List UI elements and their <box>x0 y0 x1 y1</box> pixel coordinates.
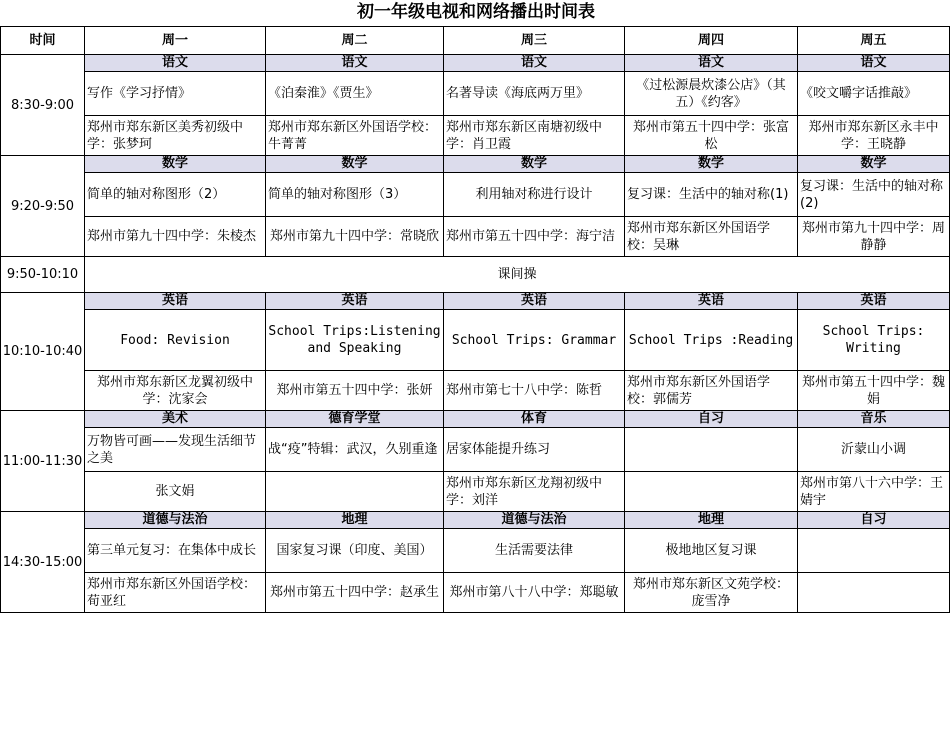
header-day: 周二 <box>266 27 444 55</box>
time-cell: 9:50-10:10 <box>1 257 85 293</box>
subject-cell: 英语 <box>798 293 950 310</box>
topic-cell <box>625 428 798 472</box>
topic-cell: 战“疫”特辑：武汉，久别重逢 <box>266 428 444 472</box>
subject-cell: 英语 <box>444 293 625 310</box>
teacher-cell: 郑州市第八十六中学：王婧宇 <box>798 472 950 512</box>
teacher-cell: 郑州市第五十四中学：张妍 <box>266 371 444 411</box>
topic-cell: School Trips: Grammar <box>444 310 625 371</box>
teacher-row <box>1 371 950 411</box>
subject-cell: 语文 <box>266 55 444 72</box>
teacher-cell: 郑州市郑东新区外国语学校：吴琳 <box>625 217 798 257</box>
topic-cell: 《泊秦淮》《贾生》 <box>266 72 444 116</box>
header-day: 周五 <box>798 27 950 55</box>
teacher-row <box>1 573 950 613</box>
subject-cell: 地理 <box>625 512 798 529</box>
header-day: 周一 <box>85 27 266 55</box>
topic-cell: 简单的轴对称图形（2） <box>85 173 266 217</box>
teacher-cell: 郑州市第五十四中学：魏娟 <box>798 371 950 411</box>
topic-row <box>1 428 950 472</box>
teacher-cell <box>798 573 950 613</box>
subject-cell: 体育 <box>444 411 625 428</box>
time-cell: 14:30-15:00 <box>1 512 85 613</box>
subject-cell: 英语 <box>625 293 798 310</box>
topic-cell: School Trips :Reading <box>625 310 798 371</box>
time-cell: 8:30-9:00 <box>1 55 85 156</box>
subject-cell: 道德与法治 <box>444 512 625 529</box>
subject-cell: 自习 <box>798 512 950 529</box>
time-cell: 10:10-10:40 <box>1 293 85 411</box>
subject-cell: 数学 <box>798 156 950 173</box>
header-day: 周三 <box>444 27 625 55</box>
schedule-table <box>0 26 950 613</box>
topic-cell: School Trips: Writing <box>798 310 950 371</box>
teacher-cell: 郑州市第五十四中学：张富松 <box>625 116 798 156</box>
topic-row <box>1 173 950 217</box>
teacher-cell: 张文娟 <box>85 472 266 512</box>
topic-cell: 简单的轴对称图形（3） <box>266 173 444 217</box>
teacher-cell: 郑州市郑东新区龙翼初级中学：沈家会 <box>85 371 266 411</box>
teacher-cell: 郑州市第八十八中学：郑聪敏 <box>444 573 625 613</box>
subject-cell: 德育学堂 <box>266 411 444 428</box>
teacher-row <box>1 217 950 257</box>
subject-cell: 数学 <box>266 156 444 173</box>
time-cell: 11:00-11:30 <box>1 411 85 512</box>
subject-cell: 音乐 <box>798 411 950 428</box>
page-title: 初一年级电视和网络播出时间表 <box>357 2 595 22</box>
topic-cell: 居家体能提升练习 <box>444 428 625 472</box>
topic-cell: 《咬文嚼字话推敲》 <box>798 72 950 116</box>
subject-row <box>1 293 950 310</box>
subject-row <box>1 411 950 428</box>
teacher-cell: 郑州市郑东新区外国语学校：牛菁菁 <box>266 116 444 156</box>
topic-cell: School Trips:Listening and Speaking <box>266 310 444 371</box>
topic-cell: 生活需要法律 <box>444 529 625 573</box>
topic-row <box>1 310 950 371</box>
topic-row <box>1 529 950 573</box>
teacher-cell: 郑州市郑东新区美秀初级中学：张梦珂 <box>85 116 266 156</box>
subject-row <box>1 156 950 173</box>
topic-cell: 写作《学习抒情》 <box>85 72 266 116</box>
teacher-cell: 郑州市郑东新区永丰中学：王晓静 <box>798 116 950 156</box>
subject-cell: 数学 <box>85 156 266 173</box>
header-time: 时间 <box>1 27 85 55</box>
header-row <box>1 27 950 55</box>
subject-cell: 地理 <box>266 512 444 529</box>
subject-cell: 语文 <box>798 55 950 72</box>
subject-cell: 英语 <box>85 293 266 310</box>
teacher-cell <box>625 472 798 512</box>
topic-cell: Food: Revision <box>85 310 266 371</box>
subject-cell: 数学 <box>444 156 625 173</box>
topic-row <box>1 72 950 116</box>
subject-cell: 道德与法治 <box>85 512 266 529</box>
topic-cell: 沂蒙山小调 <box>798 428 950 472</box>
subject-cell: 语文 <box>85 55 266 72</box>
subject-cell: 数学 <box>625 156 798 173</box>
subject-cell: 英语 <box>266 293 444 310</box>
teacher-cell: 郑州市第九十四中学：周静静 <box>798 217 950 257</box>
teacher-cell: 郑州市郑东新区南塘初级中学：肖卫霞 <box>444 116 625 156</box>
topic-cell: 国家复习课（印度、美国） <box>266 529 444 573</box>
subject-row <box>1 512 950 529</box>
break-cell: 课间操 <box>85 257 950 293</box>
break-row <box>1 257 950 293</box>
subject-row <box>1 55 950 72</box>
teacher-cell: 郑州市第五十四中学：海宁洁 <box>444 217 625 257</box>
topic-cell: 万物皆可画——发现生活细节之美 <box>85 428 266 472</box>
time-cell: 9:20-9:50 <box>1 156 85 257</box>
topic-cell: 利用轴对称进行设计 <box>444 173 625 217</box>
teacher-cell: 郑州市郑东新区文苑学校：庞雪净 <box>625 573 798 613</box>
teacher-row <box>1 116 950 156</box>
teacher-row <box>1 472 950 512</box>
topic-cell: 名著导读《海底两万里》 <box>444 72 625 116</box>
topic-cell: 复习课：生活中的轴对称(2) <box>798 173 950 217</box>
teacher-cell: 郑州市第七十八中学：陈哲 <box>444 371 625 411</box>
teacher-cell: 郑州市第五十四中学：赵承生 <box>266 573 444 613</box>
subject-cell: 美术 <box>85 411 266 428</box>
teacher-cell: 郑州市郑东新区龙翔初级中学：刘洋 <box>444 472 625 512</box>
subject-cell: 语文 <box>444 55 625 72</box>
teacher-cell: 郑州市第九十四中学：常晓欣 <box>266 217 444 257</box>
teacher-cell: 郑州市郑东新区外国语学校：郭儒芳 <box>625 371 798 411</box>
topic-cell: 极地地区复习课 <box>625 529 798 573</box>
topic-cell <box>798 529 950 573</box>
topic-cell: 复习课：生活中的轴对称(1) <box>625 173 798 217</box>
subject-cell: 自习 <box>625 411 798 428</box>
topic-cell: 《过松源晨炊漆公店》（其五）《约客》 <box>625 72 798 116</box>
teacher-cell: 郑州市郑东新区外国语学校：荀亚红 <box>85 573 266 613</box>
header-day: 周四 <box>625 27 798 55</box>
teacher-cell: 郑州市第九十四中学：朱棱杰 <box>85 217 266 257</box>
teacher-cell <box>266 472 444 512</box>
topic-cell: 第三单元复习：在集体中成长 <box>85 529 266 573</box>
subject-cell: 语文 <box>625 55 798 72</box>
